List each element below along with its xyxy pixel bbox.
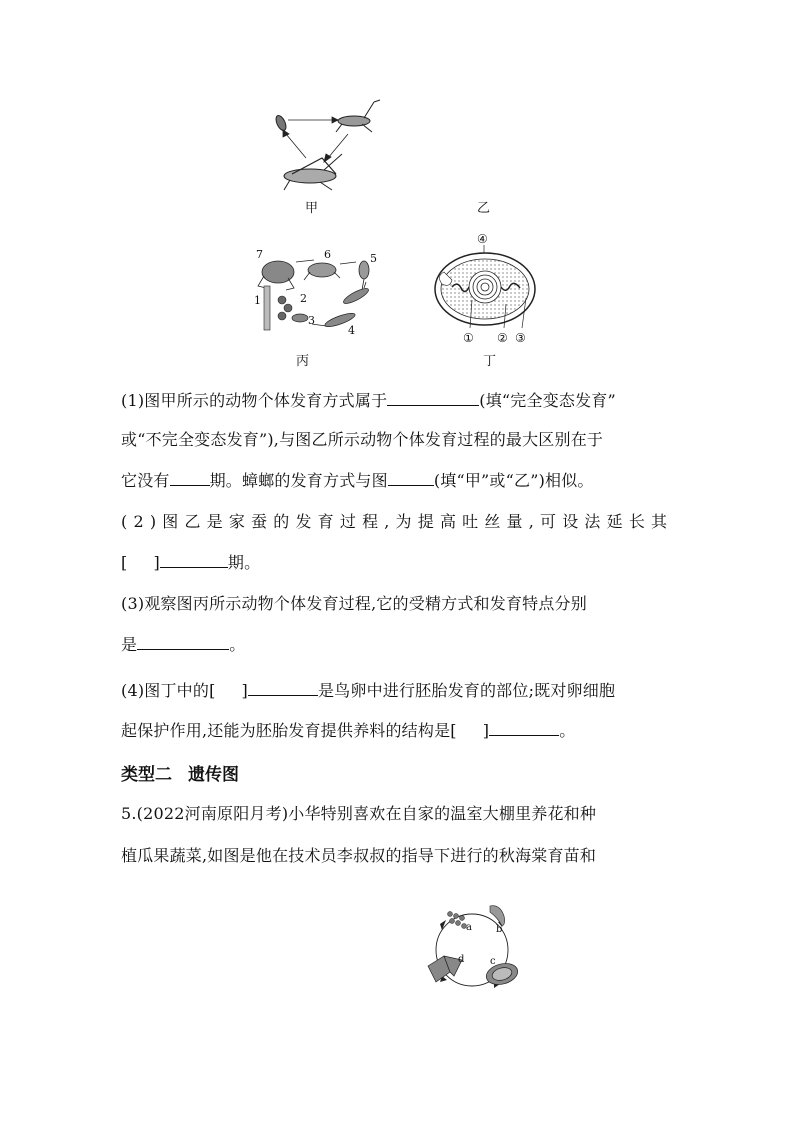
eggs-icon xyxy=(448,912,467,929)
ding-number-1: ① xyxy=(463,331,474,345)
section-title: 遗传图 xyxy=(188,765,239,785)
q4-text-d: 起保护作用,还能为胚胎发育提供养料的结构是[ xyxy=(121,721,457,740)
bing-number-3: 3 xyxy=(308,314,315,327)
q4-text-a: (4)图丁中的[ xyxy=(121,681,216,700)
q1-blank-3 xyxy=(388,470,434,486)
moth-icon xyxy=(428,956,462,982)
egg-mass-icon xyxy=(264,286,292,330)
egg-icon xyxy=(274,114,288,132)
q1-blank-1 xyxy=(387,390,479,406)
bing-number-2: 2 xyxy=(300,292,307,305)
q2-line-2 xyxy=(121,552,681,573)
q3-line-2 xyxy=(121,634,681,655)
q2-line-1: (2)图乙是家蚕的发育过程,为提高吐丝量,可设法延长其 xyxy=(121,512,674,531)
figure-bing-frog-cycle xyxy=(252,246,387,344)
adult-frog-icon xyxy=(258,261,294,290)
q4-text-c: 是鸟卵中进行胚胎发育的部位;既对卵细胞 xyxy=(317,681,616,700)
q3-text-b: 。 xyxy=(229,635,246,654)
figure-jia-grasshopper-cycle xyxy=(262,96,392,196)
q4-blank-1 xyxy=(248,680,318,696)
q4-bracket-close-1: ] xyxy=(241,681,248,700)
bing-number-4: 4 xyxy=(348,324,355,337)
ding-number-2: ② xyxy=(497,331,508,345)
q3-blank xyxy=(137,634,229,650)
q2-bracket-close: ] xyxy=(153,553,160,572)
ding-number-3: ③ xyxy=(515,331,526,345)
q1-line-2: 或“不完全变态发育”),与图乙所示动物个体发育过程的最大区别在于 xyxy=(121,430,604,449)
q5-label-b: b xyxy=(496,924,503,935)
q1-text-c: 它没有 xyxy=(121,471,170,490)
figure-q5-insect-cycle xyxy=(420,900,530,1000)
q1-text-a: (1)图甲所示的动物个体发育方式属于 xyxy=(121,391,388,410)
figure-bing-label: 丙 xyxy=(296,354,310,369)
young-frog-icon xyxy=(304,263,340,280)
q4-line-2 xyxy=(121,720,681,741)
q1-line-1 xyxy=(121,390,681,411)
q3-text-a: 是 xyxy=(121,635,138,654)
adult-grasshopper-icon xyxy=(284,154,342,190)
froglet-icon xyxy=(359,261,369,290)
bing-number-5: 5 xyxy=(370,252,377,265)
yolk xyxy=(469,271,501,303)
section-type: 类型二 xyxy=(121,765,172,785)
q5-line-1: 5.(2022河南原阳月考)小华特别喜欢在自家的温室大棚里养花和种 xyxy=(121,804,597,823)
q5-line-2: 植瓜果蔬菜,如图是他在技术员李叔叔的指导下进行的秋海棠育苗和 xyxy=(121,846,597,865)
q5-label-d: d xyxy=(458,954,465,965)
bing-number-1: 1 xyxy=(254,294,261,307)
q1-text-b: (填“完全变态发育” xyxy=(479,391,616,410)
bing-number-6: 6 xyxy=(324,248,331,261)
q1-text-e: (填“甲”或“乙”)相似。 xyxy=(433,471,594,490)
figure-jia-label: 甲 xyxy=(305,201,319,216)
q4-line-1 xyxy=(121,680,681,701)
nymph-icon xyxy=(336,100,380,132)
figure-ding-label: 丁 xyxy=(483,354,497,369)
figure-ding-egg-structure xyxy=(430,232,550,347)
q1-line-3 xyxy=(121,470,681,491)
q2-bracket-open: [ xyxy=(121,553,128,572)
q4-text-e: 。 xyxy=(559,721,576,740)
bing-number-7: 7 xyxy=(256,248,263,261)
figure-yi-label: 乙 xyxy=(477,201,491,216)
larva-icon xyxy=(490,906,505,926)
ding-number-4: ④ xyxy=(477,232,488,246)
q4-bracket-close-2: ] xyxy=(482,721,490,740)
q1-text-d: 期。蟑螂的发育方式与图 xyxy=(209,471,388,490)
q2-text-end: 期。 xyxy=(227,553,261,572)
q5-label-a: a xyxy=(466,922,472,933)
q5-label-c: c xyxy=(490,956,496,967)
q2-blank xyxy=(160,552,228,568)
q3-line-1: (3)观察图丙所示动物个体发育过程,它的受精方式和发育特点分别 xyxy=(121,594,587,613)
q1-blank-2 xyxy=(170,470,210,486)
section-heading xyxy=(121,760,255,785)
q4-blank-2 xyxy=(489,720,559,736)
